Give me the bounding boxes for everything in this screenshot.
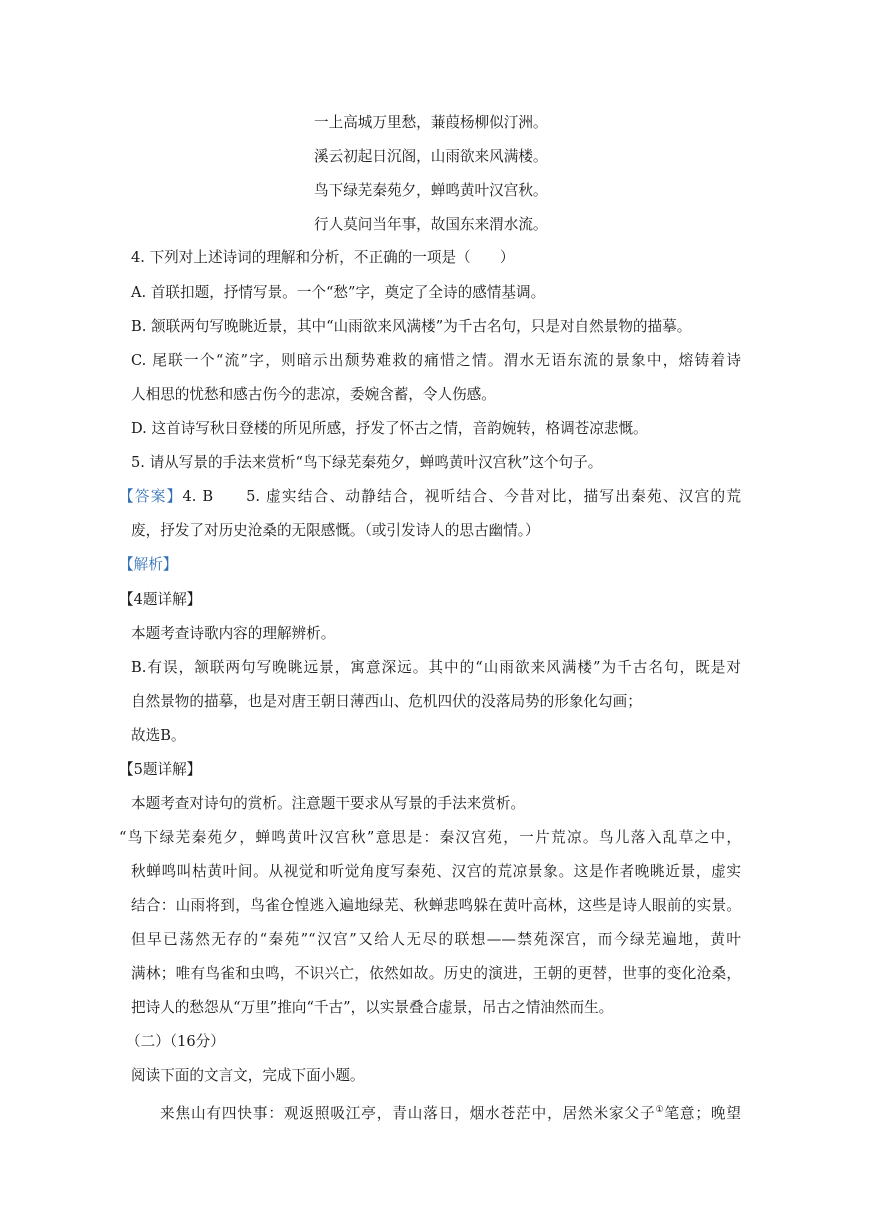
answer-line-1 [119,487,741,507]
section-2-heading: （二）（16分） [126,1033,225,1050]
detail-4-title: 【4题详解】 [119,591,202,608]
section-2-intro: 阅读下面的文言文，完成下面小题。 [131,1067,365,1084]
detail-5-line: 把诗人的愁怨从“万里”推向“千古”，以实景叠合虚景，吊古之情油然而生。 [131,999,614,1016]
detail-5-title: 【5题详解】 [119,761,202,778]
answer-tag: 【答案】 [119,488,183,505]
option-c-line-2: 人相思的忧愁和感古伤今的悲凉，委婉含蓄，令人伤感。 [131,386,496,403]
answer-line-2: 废，抒发了对历史沧桑的无限感慨。（或引发诗人的思古幽情。） [131,522,540,539]
passage-text: 来焦山有四快事：观返照吸江亭，青山落日，烟水苍茫中，居然米家父子 [160,1105,656,1122]
detail-4-line: 本题考查诗歌内容的理解辨析。 [131,625,336,642]
passage-text: 笔意；晚望 [664,1105,741,1122]
option-d: D. 这首诗写秋日登楼的所见所感，抒发了怀古之情，音韵婉转，格调苍凉悲慨。 [131,420,648,437]
detail-5-line: 满林；唯有鸟雀和虫鸣，不识兴亡，依然如故。历史的演进，王朝的更替，世事的变化沧桑， [131,965,741,982]
answer-text: 4. B 5. 虚实结合、动静结合，视听结合、今昔对比，描写出秦苑、汉宫的荒 [182,488,741,505]
detail-5-line: “鸟下绿芜秦苑夕，蝉鸣黄叶汉宫秋”意思是：秦汉宫苑，一片荒凉。鸟儿落入乱草之中， [119,829,741,846]
detail-5-line: 但早已荡然无存的“秦苑”“汉宫”又给人无尽的联想——禁苑深宫，而今绿芜遍地，黄叶 [131,931,741,948]
passage-line [160,1100,741,1124]
detail-5-line: 秋蝉鸣叫枯黄叶间。从视觉和听觉角度写秦苑、汉宫的荒凉景象。这是作者晚眺近景，虚实 [131,863,741,880]
detail-5-line: 本题考查对诗句的赏析。注意题干要求从写景的手法来赏析。 [131,795,526,812]
detail-4-line: B.有误，颔联两句写晚眺远景，寓意深远。其中的“山雨欲来风满楼”为千古名句，既是对 [131,659,741,676]
option-b: B. 颔联两句写晚眺近景，其中“山雨欲来风满楼”为千古名句，只是对自然景物的描摹。 [131,318,692,335]
poem-line: 溪云初起日沉阁，山雨欲来风满楼。 [314,148,548,165]
analysis-tag: 【解析】 [119,556,178,573]
option-a: A. 首联扣题，抒情写景。一个“愁”字，奠定了全诗的感情基调。 [131,284,546,301]
option-c-line-1: C. 尾联一个“流”字，则暗示出颓势难救的痛惜之情。渭水无语东流的景象中，熔铸着诗 [131,352,741,369]
footnote-marker: ① [655,1105,665,1115]
question-4: 4. 下列对上述诗词的理解和分析，不正确的一项是（ ） [131,249,515,266]
poem-line: 一上高城万里愁，蒹葭杨柳似汀洲。 [314,114,548,131]
poem-line: 鸟下绿芜秦苑夕，蝉鸣黄叶汉宫秋。 [314,182,548,199]
detail-5-line: 结合：山雨将到，鸟雀仓惶逃入遍地绿芜、秋蝉悲鸣躲在黄叶高林，这些是诗人眼前的实景。 [131,897,741,914]
detail-4-line: 自然景物的描摹，也是对唐王朝日薄西山、危机四伏的没落局势的形象化勾画； [131,693,642,710]
question-5: 5. 请从写景的手法来赏析“鸟下绿芜秦苑夕，蝉鸣黄叶汉宫秋”这个句子。 [131,454,603,471]
detail-4-line: 故选B。 [131,727,186,744]
poem-line: 行人莫问当年事，故国东来渭水流。 [314,216,548,233]
